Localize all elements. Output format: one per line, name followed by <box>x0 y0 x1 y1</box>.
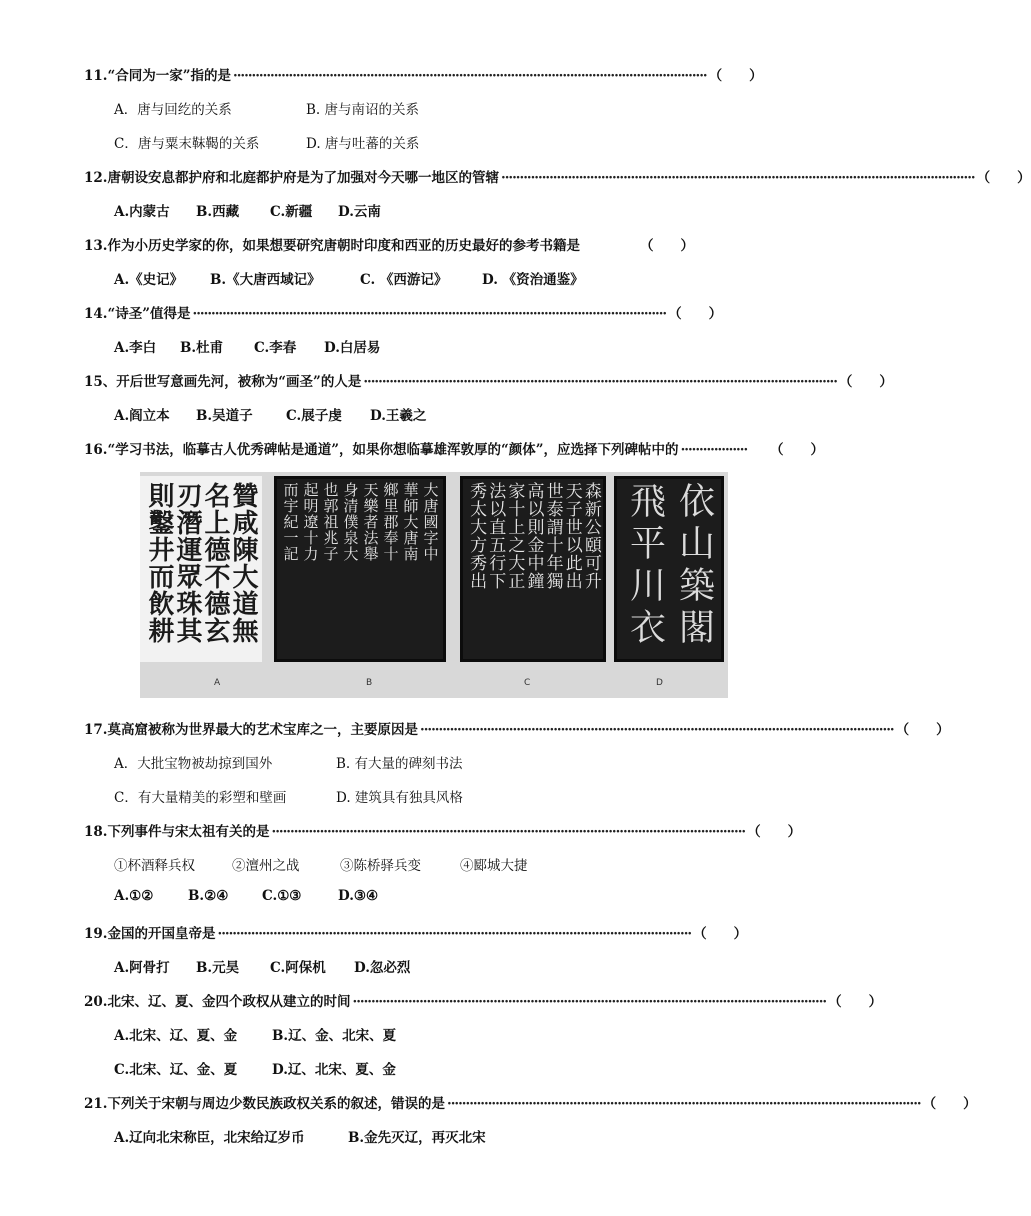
question-text: 金国的开国皇帝是 <box>107 926 216 942</box>
question-number: 20. <box>84 994 108 1010</box>
option-d: D.白居易 <box>324 340 381 356</box>
option-a: A.①② <box>114 888 154 904</box>
calligraphy-column: 飛平川衣 <box>624 482 666 650</box>
tablet-a <box>140 476 262 662</box>
calligraphy-column: 森新公頤可升 <box>580 482 601 590</box>
option-c: C.北宋、辽、金、夏 <box>114 1062 238 1078</box>
option-a: A.北宋、辽、夏、金 <box>114 1028 238 1044</box>
answer-blank: （ ） <box>770 442 824 458</box>
dot-leader: ·················· <box>680 442 748 458</box>
event-3: ③陈桥驿兵变 <box>340 858 421 874</box>
dot-leader: ································································································································ <box>271 824 746 840</box>
calligraphy-column: 則鑿井而飲耕 <box>144 482 174 644</box>
question-number: 12. <box>84 170 108 186</box>
figure-label-c: C <box>524 678 531 688</box>
dot-leader: ································································································································ <box>420 722 894 738</box>
question-text: 北宋、辽、夏、金四个政权从建立的时间 <box>107 994 351 1010</box>
option-c: C. 《西游记》 <box>360 272 448 288</box>
option-b: B. 唐与南诏的关系 <box>306 102 420 118</box>
option-b: B.辽、金、北宋、夏 <box>272 1028 397 1044</box>
question-number: 14. <box>84 306 108 322</box>
question-number: 13. <box>84 238 108 254</box>
calligraphy-column: 法以直五行下 <box>485 482 506 590</box>
question-16-stem <box>84 438 824 458</box>
option-b: B.元昊 <box>196 960 240 976</box>
answer-blank: （ ） <box>976 170 1031 186</box>
calligraphy-column: 世泰謂十年獨 <box>542 482 563 590</box>
answer-blank: （ ） <box>693 926 748 942</box>
option-d: D. 《资治通鉴》 <box>482 272 584 288</box>
answer-blank: （ ） <box>747 824 802 840</box>
dot-leader: ································································································································ <box>233 68 707 84</box>
option-a: A.李白 <box>114 340 157 356</box>
question-18-stem <box>84 820 802 840</box>
calligraphy-column: 秀太大方秀出 <box>466 482 487 590</box>
answer-blank: （ ） <box>895 722 950 738</box>
option-a: A．大批宝物被劫掠到国外 <box>114 756 273 772</box>
question-text: “诗圣”值得是 <box>107 306 191 322</box>
question-13-stem <box>84 234 694 254</box>
option-c: C.李春 <box>254 340 297 356</box>
figure-label-d: D <box>656 678 663 688</box>
event-1: ①杯酒释兵权 <box>114 858 195 874</box>
question-text: 下列关于宋朝与周边少数民族政权关系的叙述，错误的是 <box>107 1096 445 1112</box>
answer-blank: （ ） <box>838 374 893 390</box>
calligraphy-column: 依山築閣 <box>673 482 715 650</box>
option-d: D.云南 <box>338 204 381 220</box>
option-a: A.内蒙古 <box>114 204 170 220</box>
option-c: C.展子虔 <box>286 408 342 424</box>
calligraphy-column: 也郭祖兆子 <box>321 482 340 562</box>
option-d: D. 建筑具有独具风格 <box>336 790 463 806</box>
question-number: 17. <box>84 722 108 738</box>
option-c: C．唐与粟末靺鞨的关系 <box>114 136 260 152</box>
calligraphy-column: 高以則金中鐘 <box>523 482 544 590</box>
option-c: C．有大量精美的彩塑和壁画 <box>114 790 287 806</box>
question-number: 15、 <box>84 374 117 390</box>
option-b: B.西藏 <box>196 204 240 220</box>
calligraphy-column: 天子世以此出 <box>561 482 582 590</box>
calligraphy-column: 華師大唐南 <box>401 482 420 562</box>
option-a: A.阎立本 <box>114 408 170 424</box>
dot-leader: ································································································································ <box>447 1096 921 1112</box>
option-c: C.①③ <box>262 888 302 904</box>
calligraphy-column: 家十上之大正 <box>504 482 525 590</box>
event-4: ④郾城大捷 <box>460 858 528 874</box>
question-text: 作为小历史学家的你，如果想要研究唐朝时印度和西亚的历史最好的参考书籍是 <box>107 238 580 254</box>
calligraphy-column: 大唐國字中 <box>421 482 440 562</box>
question-text: 唐朝设安息都护府和北庭都护府是为了加强对今天哪一地区的管辖 <box>107 170 499 186</box>
calligraphy-column: 天樂者法舉 <box>361 482 380 562</box>
question-text: 开后世写意画先河，被称为“画圣”的人是 <box>116 374 362 390</box>
answer-blank: （ ） <box>828 994 883 1010</box>
question-number: 19. <box>84 926 108 942</box>
tablet-d <box>614 476 724 662</box>
question-number: 16. <box>84 442 108 458</box>
calligraphy-column: 起明遼十力 <box>301 482 320 562</box>
tablet-b <box>274 476 446 662</box>
option-b: B.吴道子 <box>196 408 253 424</box>
dot-leader: ································································································································ <box>217 926 692 942</box>
option-d: D.忽必烈 <box>354 960 411 976</box>
question-text: 下列事件与宋太祖有关的是 <box>107 824 270 840</box>
calligraphy-column: 而宇紀一記 <box>281 482 300 562</box>
calligraphy-column: 鄉里郡奉十 <box>381 482 400 562</box>
option-d: D.辽、北宋、夏、金 <box>272 1062 396 1078</box>
option-c: C.新疆 <box>270 204 313 220</box>
calligraphy-column: 名上德不德玄 <box>200 482 230 644</box>
question-number: 18. <box>84 824 108 840</box>
question-text: 莫高窟被称为世界最大的艺术宝库之一，主要原因是 <box>107 722 418 738</box>
option-a: A.《史记》 <box>114 272 184 288</box>
option-d: D.王羲之 <box>370 408 427 424</box>
option-b: B. 有大量的碑刻书法 <box>336 756 463 772</box>
question-number: 21. <box>84 1096 108 1112</box>
dot-leader: ································································································································ <box>501 170 975 186</box>
question-17-stem <box>84 718 950 738</box>
option-b: B.杜甫 <box>180 340 224 356</box>
dot-leader: ································································································································ <box>192 306 667 322</box>
answer-blank: （ ） <box>640 238 694 254</box>
figure-label-b: B <box>366 678 373 688</box>
question-14-stem <box>84 302 723 322</box>
question-12-stem <box>84 166 1031 186</box>
option-b: B.金先灭辽，再灭北宋 <box>348 1130 486 1146</box>
tablet-c <box>460 476 606 662</box>
question-19-stem <box>84 922 748 942</box>
calligraphy-column: 贊咸陳大道無 <box>228 482 258 644</box>
option-b: B.②④ <box>188 888 229 904</box>
option-d: D. 唐与吐蕃的关系 <box>306 136 420 152</box>
dot-leader: ································································································································ <box>352 994 827 1010</box>
question-text: “学习书法，临摹古人优秀碑帖是通道”，如果你想临摹雄浑敦厚的“颜体”，应选择下列碑帖中的 <box>107 442 679 458</box>
answer-blank: （ ） <box>668 306 723 322</box>
option-a: A．唐与回纥的关系 <box>114 102 232 118</box>
question-15-stem <box>84 370 893 390</box>
option-b: B.《大唐西域记》 <box>210 272 321 288</box>
calligraphy-figure <box>140 472 728 698</box>
question-20-stem <box>84 990 883 1010</box>
question-21-stem <box>84 1092 977 1112</box>
option-c: C.阿保机 <box>270 960 326 976</box>
calligraphy-column: 身清僕泉大 <box>341 482 360 562</box>
dot-leader: ································································································································ <box>363 374 837 390</box>
answer-blank: （ ） <box>922 1096 977 1112</box>
question-text: “合同为一家”指的是 <box>107 68 232 84</box>
figure-label-a: A <box>214 678 221 688</box>
option-d: D.③④ <box>338 888 379 904</box>
calligraphy-column: 刃潛運眾珠其 <box>172 482 202 644</box>
option-a: A.辽向北宋称臣，北宋给辽岁币 <box>114 1130 305 1146</box>
option-a: A.阿骨打 <box>114 960 170 976</box>
answer-blank: （ ） <box>708 68 763 84</box>
question-number: 11. <box>84 68 108 84</box>
event-2: ②澶州之战 <box>232 858 300 874</box>
question-11-stem <box>84 64 763 84</box>
